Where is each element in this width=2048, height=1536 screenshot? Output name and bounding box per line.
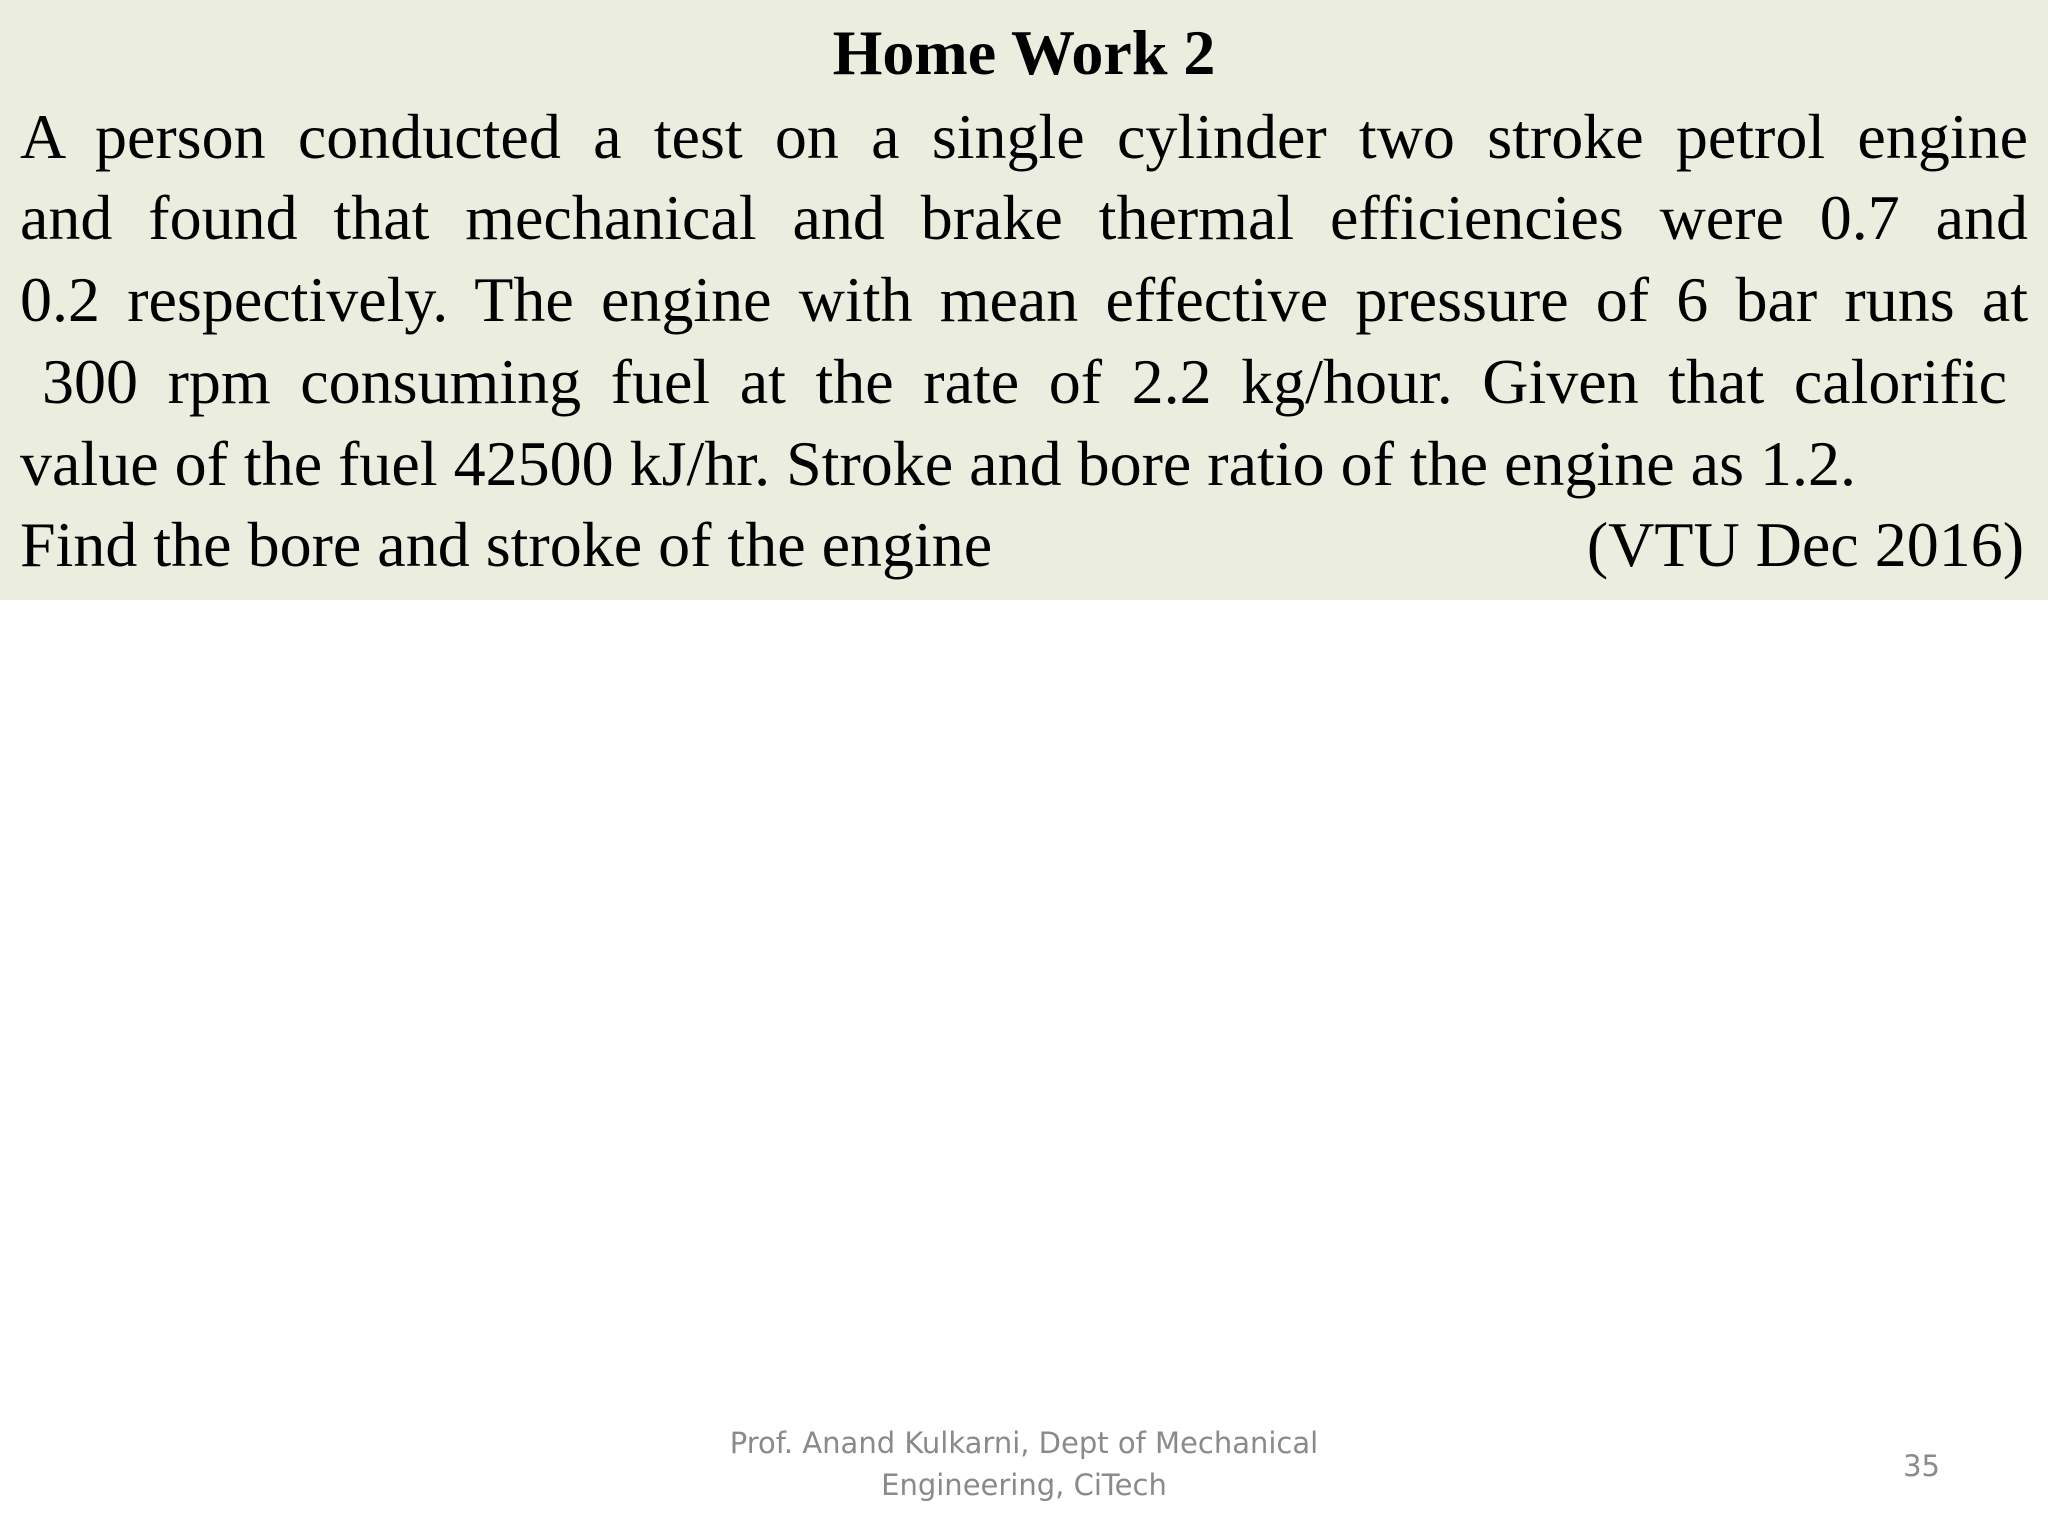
slide-title: Home Work 2: [832, 17, 1216, 88]
footer-author: [620, 1422, 1428, 1506]
problem-line-5: value of the fuel 42500 kJ/hr. Stroke and bore ratio of the engine as 1.2.: [20, 428, 1856, 499]
problem-line-2: and found that mechanical and brake thermal efficiencies were 0.7 and: [20, 182, 2028, 253]
problem-line-4: 300 rpm consuming fuel at the rate of 2.2 kg/hour. Given that calorific: [42, 346, 2007, 417]
footer-author-line-2: Engineering, CiTech: [881, 1468, 1167, 1502]
page-number: 35: [1903, 1449, 1940, 1483]
footer-author-line-1: Prof. Anand Kulkarni, Dept of Mechanical: [729, 1426, 1319, 1460]
problem-question: Find the bore and stroke of the engine: [20, 509, 993, 580]
exam-reference: (VTU Dec 2016): [1586, 509, 2024, 580]
problem-box: [0, 0, 2048, 600]
problem-line-3: 0.2 respectively. The engine with mean effective pressure of 6 bar runs at: [20, 264, 2028, 335]
problem-line-1: A person conducted a test on a single cylinder two stroke petrol engine: [20, 101, 2028, 172]
problem-line-6: [20, 505, 2028, 585]
